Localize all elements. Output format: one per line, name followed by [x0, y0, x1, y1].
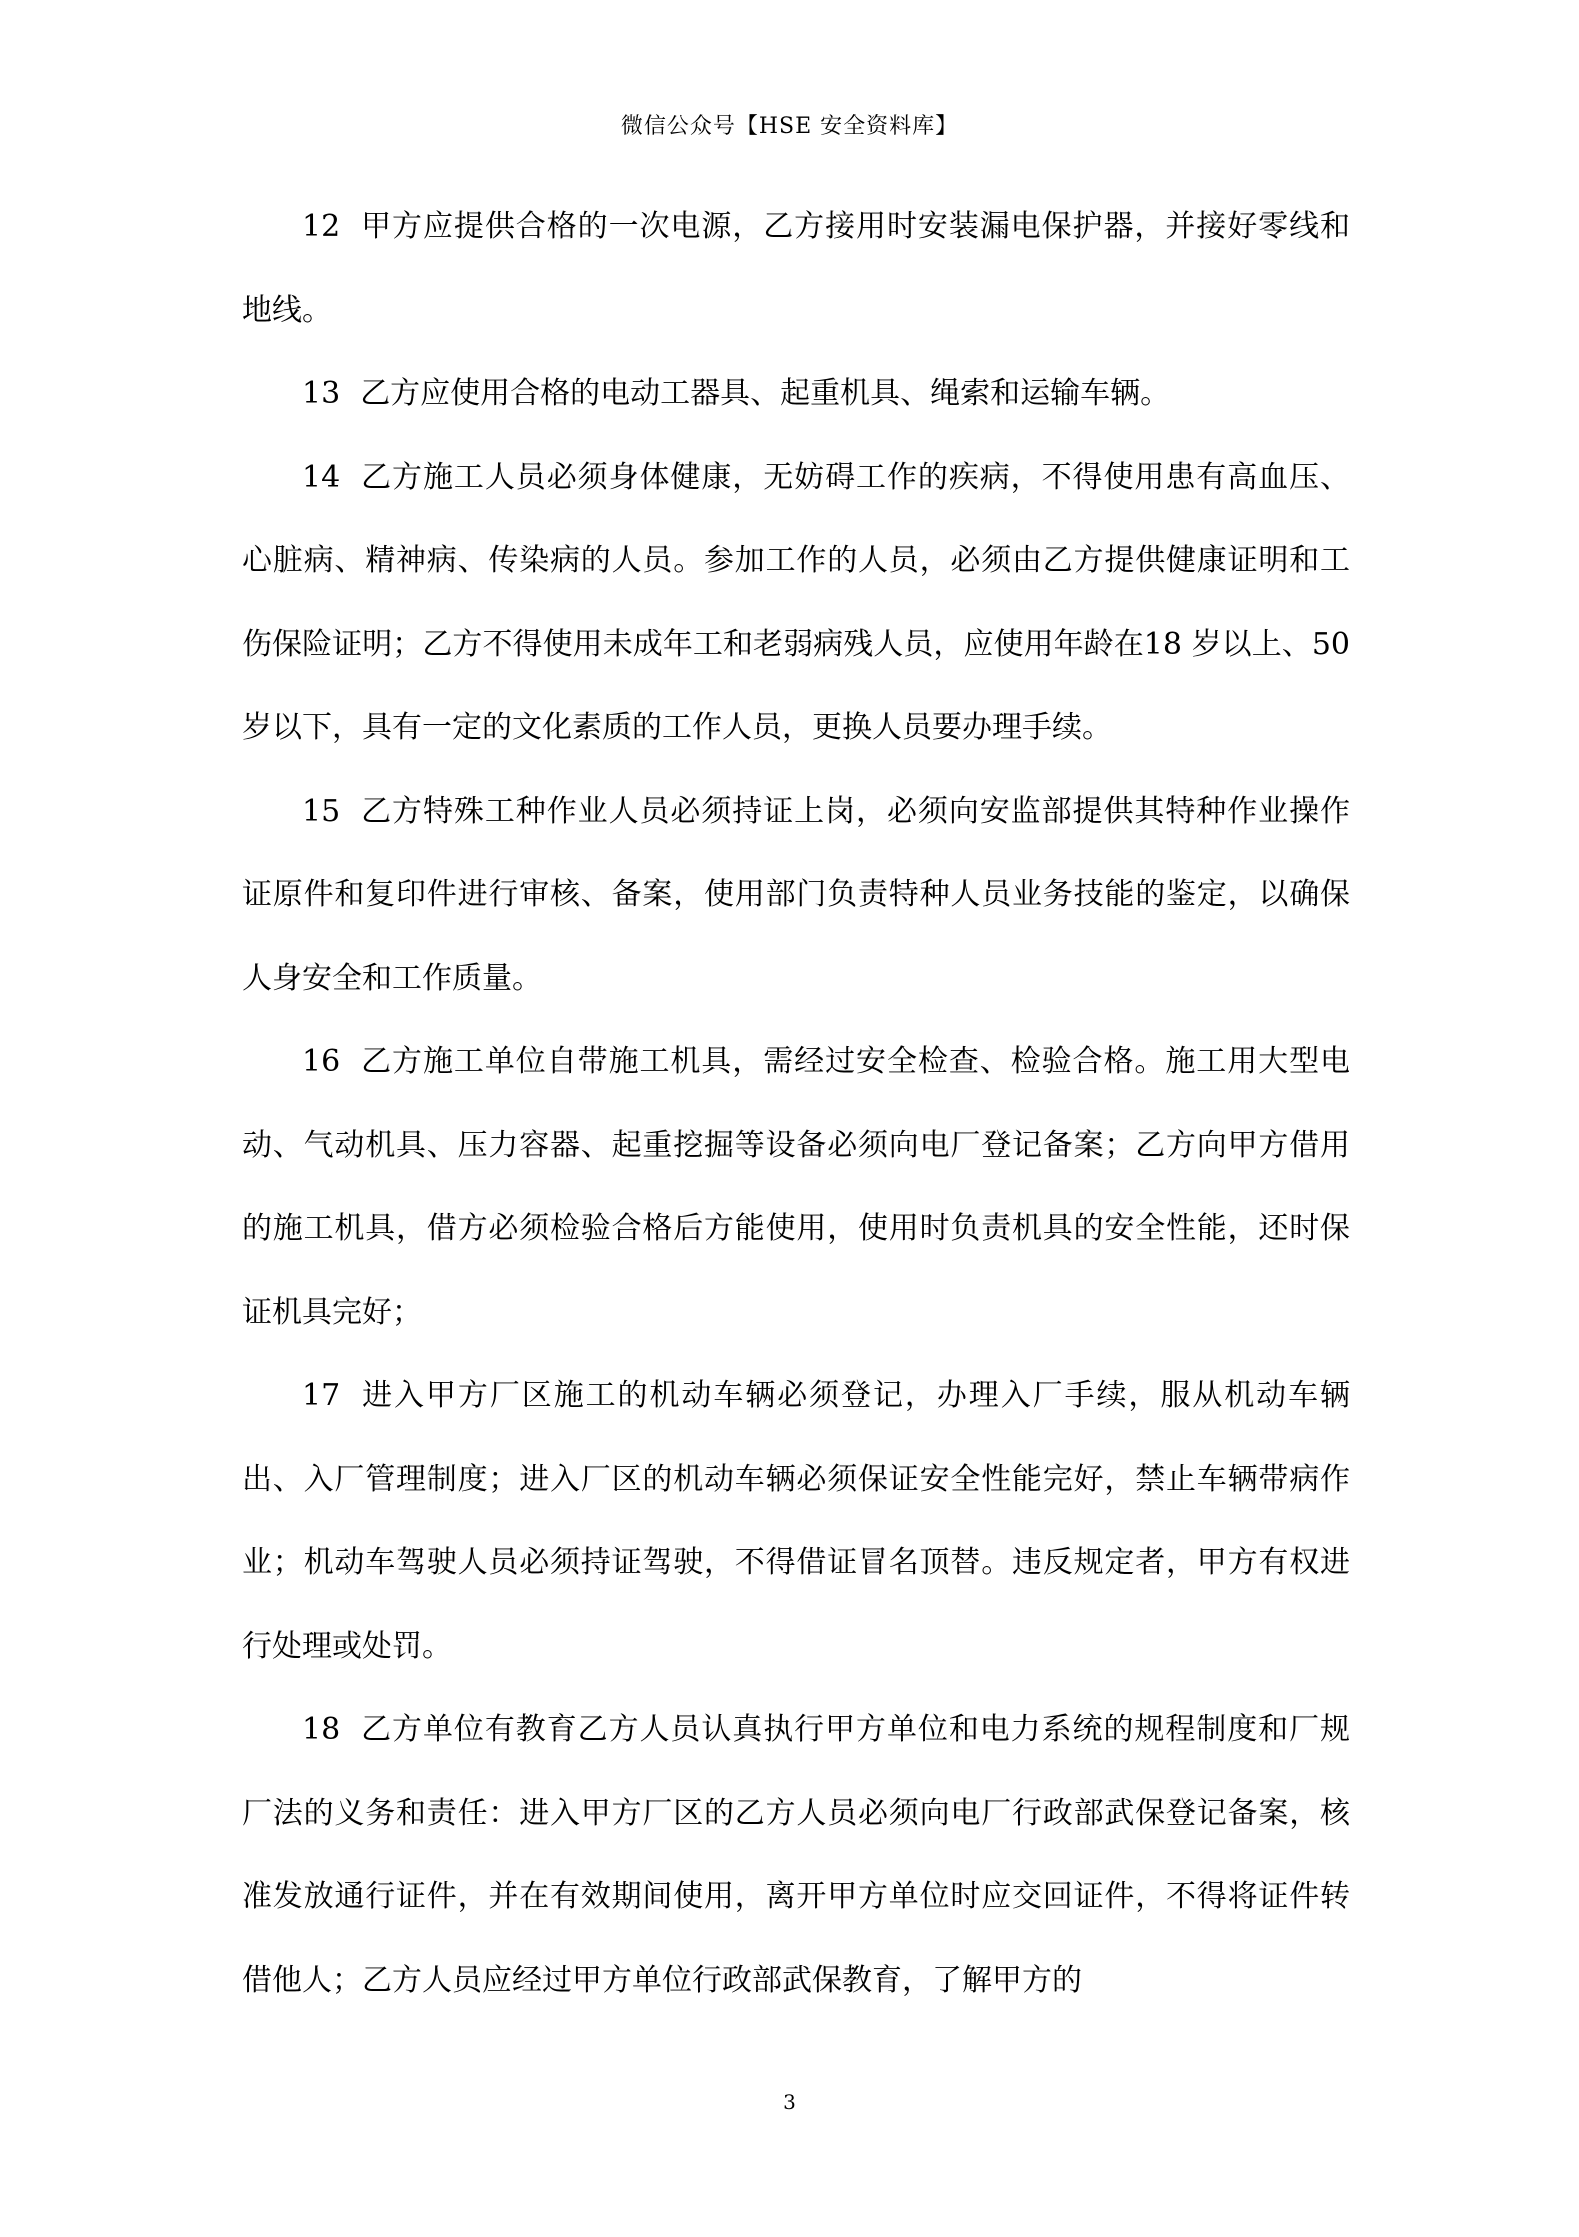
- clause-number: 18: [302, 1712, 341, 1747]
- page-number: 3: [783, 2090, 796, 2114]
- clause-number: 16: [302, 1044, 341, 1079]
- clause-text: 乙方施工单位自带施工机具，需经过安全检查、检验合格。施工用大型电动、气动机具、压力容器、起重挖掘等设备必须向电厂登记备案；乙方向甲方借用的施工机具，借方必须检验合格后方能使用，使用时负责机具的安全性能，还时保证机具完好；: [242, 1044, 1350, 1330]
- clause-number: 15: [302, 793, 341, 829]
- clause-text: 进入甲方厂区施工的机动车辆必须登记，办理入厂手续，服从机动车辆出、入厂管理制度；进入厂区的机动车辆必须保证安全性能完好，禁止车辆带病作业；机动车驾驶人员必须持证驾驶，不得借证冒名顶替。违反规定者，甲方有权进行处理或处罚。: [242, 1378, 1350, 1664]
- document-body: [242, 185, 1350, 2022]
- clause-number: 12: [302, 209, 341, 244]
- clause-14: [242, 436, 1350, 770]
- clause-text: 乙方特殊工种作业人员必须持证上岗，必须向安监部提供其特种作业操作证原件和复印件进行审核、备案，使用部门负责特种人员业务技能的鉴定，以确保人身安全和工作质量。: [242, 793, 1350, 996]
- clause-text: 甲方应提供合格的一次电源，乙方接用时安装漏电保护器，并接好零线和地线。: [242, 209, 1350, 328]
- page-header: 微信公众号【HSE 安全资料库】: [620, 114, 959, 139]
- clause-text: 乙方施工人员必须身体健康，无妨碍工作的疾病，不得使用患有高血压、心脏病、精神病、传染病的人员。参加工作的人员，必须由乙方提供健康证明和工伤保险证明；乙方不得使用未成年工和老弱病残人员，应使用年龄在18 岁以上、50 岁以下，具有一定的文化素质的工作人员，更换人员要办理手续。: [242, 459, 1350, 745]
- clause-17: [242, 1354, 1350, 1688]
- clause-number: 13: [302, 376, 341, 411]
- clause-number: 17: [302, 1378, 341, 1413]
- clause-12: [242, 185, 1350, 352]
- clause-13: [242, 352, 1350, 436]
- clause-16: [242, 1020, 1350, 1354]
- clause-text: 乙方单位有教育乙方人员认真执行甲方单位和电力系统的规程制度和厂规厂法的义务和责任：进入甲方厂区的乙方人员必须向电厂行政部武保登记备案，核准发放通行证件，并在有效期间使用，离开甲方单位时应交回证件，不得将证件转借他人；乙方人员应经过甲方单位行政部武保教育，了解甲方的: [242, 1712, 1350, 1998]
- clause-number: 14: [302, 459, 341, 495]
- clause-18: [242, 1688, 1350, 2022]
- clause-text: 乙方应使用合格的电动工器具、起重机具、绳索和运输车辆。: [360, 376, 1171, 411]
- clause-15: [242, 770, 1350, 1021]
